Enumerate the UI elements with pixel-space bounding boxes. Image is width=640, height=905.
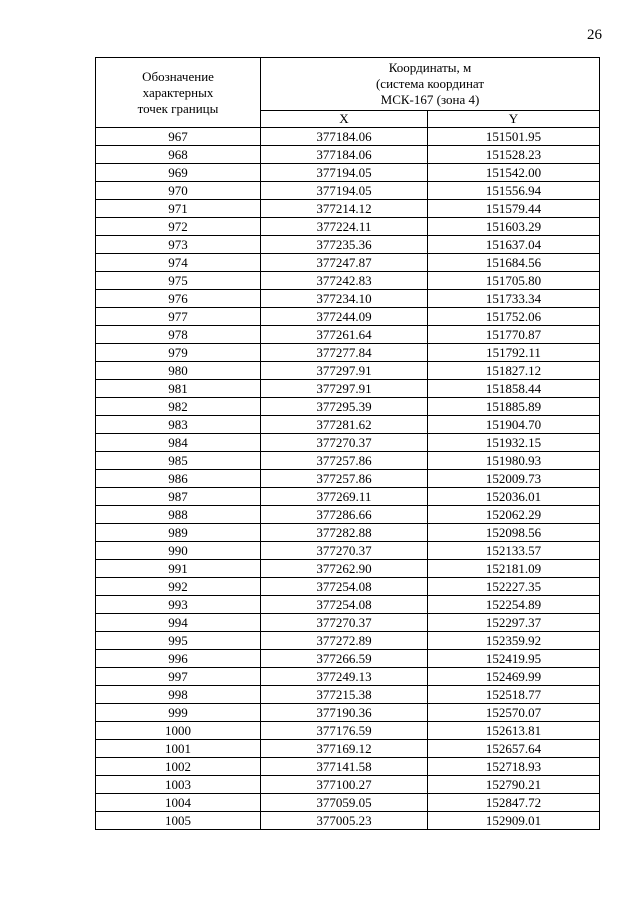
point-id-cell: 997 <box>96 668 261 686</box>
x-coordinate-cell: 377281.62 <box>261 416 428 434</box>
point-id-cell: 992 <box>96 578 261 596</box>
x-coordinate-cell: 377235.36 <box>261 236 428 254</box>
point-id-cell: 984 <box>96 434 261 452</box>
x-coordinate-cell: 377262.90 <box>261 560 428 578</box>
table-row <box>96 218 600 236</box>
x-coordinate-cell: 377100.27 <box>261 776 428 794</box>
x-coordinate-cell: 377297.91 <box>261 380 428 398</box>
x-coordinate-cell: 377176.59 <box>261 722 428 740</box>
y-coordinate-cell: 152847.72 <box>428 794 600 812</box>
x-coordinate-cell: 377270.37 <box>261 542 428 560</box>
point-id-cell: 998 <box>96 686 261 704</box>
coordinates-header-line: Координаты, м <box>388 60 472 75</box>
y-coordinate-cell: 151932.15 <box>428 434 600 452</box>
y-coordinate-cell: 151528.23 <box>428 146 600 164</box>
table-row <box>96 614 600 632</box>
y-coordinate-cell: 152181.09 <box>428 560 600 578</box>
table-row <box>96 578 600 596</box>
y-column-header: Y <box>428 111 600 128</box>
x-coordinate-cell: 377215.38 <box>261 686 428 704</box>
y-coordinate-cell: 151733.34 <box>428 290 600 308</box>
y-coordinate-cell: 151579.44 <box>428 200 600 218</box>
table-row <box>96 164 600 182</box>
y-coordinate-cell: 151980.93 <box>428 452 600 470</box>
x-coordinate-cell: 377194.05 <box>261 182 428 200</box>
y-coordinate-cell: 151705.80 <box>428 272 600 290</box>
table-row <box>96 434 600 452</box>
x-coordinate-cell: 377286.66 <box>261 506 428 524</box>
table-row <box>96 416 600 434</box>
y-coordinate-cell: 151752.06 <box>428 308 600 326</box>
table-row <box>96 650 600 668</box>
point-label-header-line: характерных <box>142 84 214 100</box>
table-row <box>96 776 600 794</box>
x-coordinate-cell: 377272.89 <box>261 632 428 650</box>
y-coordinate-cell: 151501.95 <box>428 128 600 146</box>
y-coordinate-cell: 151904.70 <box>428 416 600 434</box>
point-id-cell: 986 <box>96 470 261 488</box>
table-row <box>96 686 600 704</box>
point-id-cell: 980 <box>96 362 261 380</box>
x-coordinate-cell: 377297.91 <box>261 362 428 380</box>
point-id-cell: 1002 <box>96 758 261 776</box>
y-coordinate-cell: 152718.93 <box>428 758 600 776</box>
y-coordinate-cell: 152469.99 <box>428 668 600 686</box>
point-id-cell: 968 <box>96 146 261 164</box>
y-coordinate-cell: 151603.29 <box>428 218 600 236</box>
y-coordinate-cell: 152133.57 <box>428 542 600 560</box>
point-label-header-line: точек границы <box>137 100 219 116</box>
point-id-cell: 987 <box>96 488 261 506</box>
point-id-cell: 981 <box>96 380 261 398</box>
y-coordinate-cell: 152098.56 <box>428 524 600 542</box>
x-coordinate-cell: 377269.11 <box>261 488 428 506</box>
point-id-cell: 991 <box>96 560 261 578</box>
point-id-cell: 996 <box>96 650 261 668</box>
y-coordinate-cell: 152570.07 <box>428 704 600 722</box>
table-row <box>96 398 600 416</box>
table-row <box>96 362 600 380</box>
table-row <box>96 380 600 398</box>
y-coordinate-cell: 152909.01 <box>428 812 600 830</box>
point-id-cell: 995 <box>96 632 261 650</box>
x-coordinate-cell: 377266.59 <box>261 650 428 668</box>
table-row <box>96 236 600 254</box>
y-coordinate-cell: 151792.11 <box>428 344 600 362</box>
point-id-cell: 970 <box>96 182 261 200</box>
point-id-cell: 985 <box>96 452 261 470</box>
y-coordinate-cell: 152227.35 <box>428 578 600 596</box>
coordinates-header <box>261 58 600 111</box>
table-row <box>96 506 600 524</box>
table-row <box>96 308 600 326</box>
y-coordinate-cell: 152613.81 <box>428 722 600 740</box>
point-id-cell: 983 <box>96 416 261 434</box>
y-coordinate-cell: 152062.29 <box>428 506 600 524</box>
x-coordinate-cell: 377224.11 <box>261 218 428 236</box>
point-id-cell: 982 <box>96 398 261 416</box>
point-id-cell: 975 <box>96 272 261 290</box>
x-coordinate-cell: 377277.84 <box>261 344 428 362</box>
x-coordinate-cell: 377282.88 <box>261 524 428 542</box>
table-row <box>96 200 600 218</box>
table-row <box>96 632 600 650</box>
x-coordinate-cell: 377059.05 <box>261 794 428 812</box>
x-coordinate-cell: 377141.58 <box>261 758 428 776</box>
x-coordinate-cell: 377234.10 <box>261 290 428 308</box>
point-id-cell: 993 <box>96 596 261 614</box>
x-coordinate-cell: 377184.06 <box>261 128 428 146</box>
x-coordinate-cell: 377214.12 <box>261 200 428 218</box>
table-row <box>96 272 600 290</box>
x-coordinate-cell: 377194.05 <box>261 164 428 182</box>
y-coordinate-cell: 152657.64 <box>428 740 600 758</box>
y-coordinate-cell: 152297.37 <box>428 614 600 632</box>
y-coordinate-cell: 151637.04 <box>428 236 600 254</box>
table-row <box>96 470 600 488</box>
y-coordinate-cell: 152518.77 <box>428 686 600 704</box>
point-id-cell: 972 <box>96 218 261 236</box>
table-row <box>96 182 600 200</box>
point-id-cell: 999 <box>96 704 261 722</box>
coordinates-header-line: (система координат <box>375 76 485 91</box>
table-row <box>96 668 600 686</box>
point-id-cell: 990 <box>96 542 261 560</box>
point-id-cell: 973 <box>96 236 261 254</box>
point-id-cell: 979 <box>96 344 261 362</box>
coordinates-header-line: МСК-167 (зона 4) <box>380 92 480 107</box>
table-row <box>96 488 600 506</box>
point-id-cell: 969 <box>96 164 261 182</box>
table-row <box>96 812 600 830</box>
x-coordinate-cell: 377247.87 <box>261 254 428 272</box>
x-coordinate-cell: 377270.37 <box>261 614 428 632</box>
table-row <box>96 146 600 164</box>
y-coordinate-cell: 151556.94 <box>428 182 600 200</box>
x-coordinate-cell: 377242.83 <box>261 272 428 290</box>
point-id-cell: 1004 <box>96 794 261 812</box>
y-coordinate-cell: 151770.87 <box>428 326 600 344</box>
x-coordinate-cell: 377257.86 <box>261 452 428 470</box>
y-coordinate-cell: 151827.12 <box>428 362 600 380</box>
point-id-cell: 989 <box>96 524 261 542</box>
point-id-cell: 976 <box>96 290 261 308</box>
table-row <box>96 596 600 614</box>
table-row <box>96 254 600 272</box>
table-row <box>96 290 600 308</box>
y-coordinate-cell: 152254.89 <box>428 596 600 614</box>
x-coordinate-cell: 377249.13 <box>261 668 428 686</box>
table-row <box>96 704 600 722</box>
table-row <box>96 758 600 776</box>
x-coordinate-cell: 377244.09 <box>261 308 428 326</box>
y-coordinate-cell: 152790.21 <box>428 776 600 794</box>
y-coordinate-cell: 152009.73 <box>428 470 600 488</box>
x-coordinate-cell: 377261.64 <box>261 326 428 344</box>
point-id-cell: 1001 <box>96 740 261 758</box>
y-coordinate-cell: 152036.01 <box>428 488 600 506</box>
table-row <box>96 326 600 344</box>
table-row <box>96 722 600 740</box>
x-coordinate-cell: 377257.86 <box>261 470 428 488</box>
table-row <box>96 128 600 146</box>
page-number: 26 <box>587 27 602 43</box>
point-id-cell: 977 <box>96 308 261 326</box>
point-id-cell: 974 <box>96 254 261 272</box>
table-row <box>96 560 600 578</box>
y-coordinate-cell: 151684.56 <box>428 254 600 272</box>
x-coordinate-cell: 377270.37 <box>261 434 428 452</box>
x-coordinate-cell: 377190.36 <box>261 704 428 722</box>
point-id-cell: 1000 <box>96 722 261 740</box>
y-coordinate-cell: 151542.00 <box>428 164 600 182</box>
point-id-cell: 988 <box>96 506 261 524</box>
x-coordinate-cell: 377005.23 <box>261 812 428 830</box>
point-id-cell: 967 <box>96 128 261 146</box>
point-id-cell: 971 <box>96 200 261 218</box>
x-coordinate-cell: 377184.06 <box>261 146 428 164</box>
x-coordinate-cell: 377295.39 <box>261 398 428 416</box>
table-row <box>96 542 600 560</box>
point-id-cell: 1003 <box>96 776 261 794</box>
point-id-cell: 978 <box>96 326 261 344</box>
coordinates-table <box>95 57 600 830</box>
x-coordinate-cell: 377254.08 <box>261 596 428 614</box>
y-coordinate-cell: 151885.89 <box>428 398 600 416</box>
table-body <box>96 128 600 830</box>
table-row <box>96 794 600 812</box>
table-row <box>96 740 600 758</box>
x-column-header: X <box>261 111 428 128</box>
x-coordinate-cell: 377169.12 <box>261 740 428 758</box>
point-label-header-line: Обозначение <box>142 68 214 84</box>
point-label-header <box>96 58 261 128</box>
point-id-cell: 994 <box>96 614 261 632</box>
x-coordinate-cell: 377254.08 <box>261 578 428 596</box>
point-id-cell: 1005 <box>96 812 261 830</box>
table-row <box>96 344 600 362</box>
y-coordinate-cell: 151858.44 <box>428 380 600 398</box>
y-coordinate-cell: 152359.92 <box>428 632 600 650</box>
y-coordinate-cell: 152419.95 <box>428 650 600 668</box>
table-row <box>96 524 600 542</box>
table-row <box>96 452 600 470</box>
